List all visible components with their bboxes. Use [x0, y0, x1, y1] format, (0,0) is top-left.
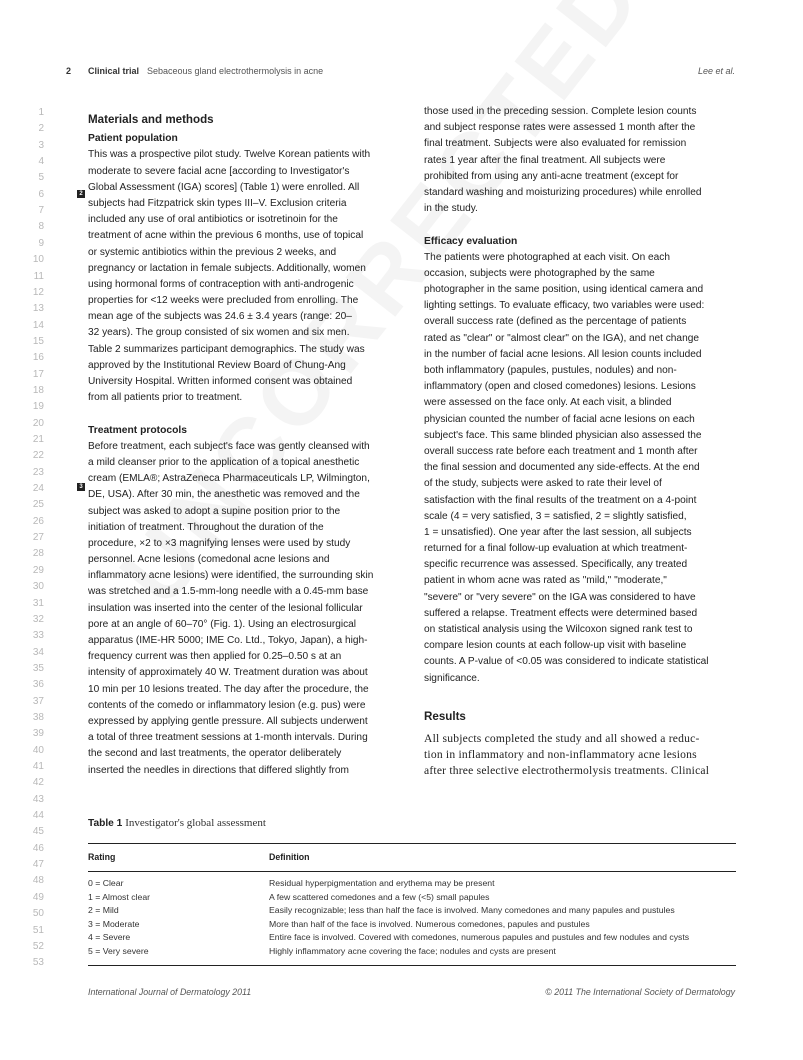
line-number: 43: [32, 793, 44, 805]
text-line: Global Assessment (IGA) scores] (Table 1) were enrolled. All: [88, 181, 360, 193]
text-line: physician counted the number of facial acne lesions on each: [424, 413, 695, 425]
line-number: 27: [32, 532, 44, 544]
text-line: lighting settings. To evaluate efficacy, two variables were used:: [424, 300, 705, 312]
line-number: 24: [32, 483, 44, 495]
text-line: personnel. Acne lesions (comedonal acne lesions and: [88, 554, 330, 566]
text-line: were assessed on the face only. At each visit, a blinded: [424, 397, 672, 409]
text-line: standard washing and moisturizing procedures) while enrolled: [424, 186, 702, 198]
line-number: 9: [38, 237, 44, 249]
text-line: scale (4 = very satisfied, 3 = satisfied, 2 = slightly satisfied,: [424, 510, 687, 522]
definition-cell: A few scattered comedones and a few (<5) small papules: [269, 891, 490, 902]
line-number: 35: [32, 662, 44, 674]
table-row: [88, 905, 736, 919]
running-authors: Lee et al.: [697, 66, 735, 76]
line-number: 39: [32, 728, 44, 740]
table-header-rating: Rating: [88, 852, 116, 862]
text-line: counts. A P-value of <0.05 was considered to indicate statistical: [424, 656, 709, 668]
rating-cell: 5 = Very severe: [88, 945, 149, 956]
text-line: patient in whom acne was rated as "mild," "moderate,": [424, 575, 667, 587]
text-line: Before treatment, each subject's face was gently cleansed with: [88, 440, 370, 452]
margin-marker: 2: [77, 190, 85, 198]
running-title: Sebaceous gland electrothermolysis in acne: [147, 66, 324, 76]
text-line: procedure, ×2 to ×3 magnifying lenses were used by study: [88, 537, 351, 549]
line-number: 23: [32, 466, 44, 478]
table-row: [88, 946, 736, 960]
table-header-row: [88, 844, 736, 871]
treatment-protocols-text: [88, 439, 400, 779]
definition-cell: Residual hyperpigmentation and erythema may be present: [269, 878, 495, 888]
line-number: 41: [32, 761, 44, 772]
text-line: returned for a final follow-up evaluation at which treatment-: [424, 543, 688, 555]
line-number: 36: [32, 679, 44, 691]
line-number: 7: [38, 205, 44, 217]
text-line: contents of the comedo or inflammatory lesion (e.g. pus) were: [88, 699, 366, 711]
line-number: 14: [32, 319, 44, 331]
continuation-text: [424, 104, 736, 217]
text-line: 1 = unsatisfied). One year after the last session, all subjects: [424, 526, 692, 538]
text-line: insulation was inserted into the center of the lesional follicular: [88, 602, 363, 614]
text-line: expressed by applying gentle pressure. All subjects underwent: [88, 715, 368, 727]
line-number: 47: [32, 859, 44, 871]
line-number: 50: [32, 908, 44, 920]
line-number: 37: [32, 695, 44, 707]
patient-population-text: [88, 147, 400, 406]
text-line: properties for <12 weeks were precluded from enrolling. The: [88, 295, 359, 307]
subheading-patient-population: Patient population: [88, 133, 178, 145]
text-line: pregnancy or lactation in female subjects. Additionally, women: [88, 262, 366, 274]
line-number: 5: [38, 172, 44, 184]
line-number: 22: [32, 450, 44, 462]
line-number: 26: [32, 515, 44, 527]
text-line: included any use of oral antibiotics or isotretinoin for the: [88, 214, 338, 226]
text-line: satisfaction with the final results of the treatment on a 4-point: [424, 494, 697, 506]
text-line: 10 min per 10 lesions treated. The day after the procedure, the: [88, 683, 369, 695]
definition-cell: Highly inflammatory acne covering the face; nodules and cysts are present: [269, 945, 556, 956]
table-igas: [88, 843, 736, 966]
text-line: compare lesion counts at each follow-up visit with baseline: [424, 640, 687, 652]
line-number: 29: [32, 564, 44, 576]
line-number: 31: [32, 597, 44, 609]
line-number: 18: [32, 384, 44, 396]
line-number: 12: [32, 286, 44, 298]
text-line: treatment of acne within the previous 6 months, use of topical: [88, 230, 364, 242]
text-line: pore at an angle of 60–70° (Fig. 1). Using an electrosurgical: [88, 618, 357, 630]
table-row: [88, 892, 736, 906]
text-line: cream (EMLA®; AstraZeneca Pharmaceuticals LP, Wilmington,: [88, 473, 370, 485]
line-number: 53: [32, 957, 44, 969]
table-title: Investigator's global assessment: [125, 817, 266, 829]
text-line: All subjects completed the study and all showed a reduc-: [424, 731, 700, 745]
rating-cell: 3 = Moderate: [88, 918, 140, 929]
text-line: overall success rate before each treatment and 1 month after: [424, 445, 698, 457]
margin-marker: 3: [77, 483, 85, 491]
article-category: Clinical trial: [88, 66, 140, 76]
text-line: and subject response rates were assessed 1 month after the: [424, 122, 696, 134]
text-line: final treatment. Subjects were also evaluated for remission: [424, 138, 687, 150]
table-caption: [88, 817, 266, 829]
table-row: [88, 878, 736, 892]
page-number: 2: [66, 66, 72, 76]
line-number: 1: [38, 107, 44, 118]
text-line: inflammatory acne lesions) were identified, the surrounding skin: [88, 570, 374, 582]
text-line: inserted the needles in directions that differed slightly from: [88, 764, 349, 776]
text-line: approved by the Institutional Review Board of Chung-Ang: [88, 359, 346, 371]
rating-cell: 1 = Almost clear: [88, 891, 151, 902]
text-line: on statistical analysis using the Wilcoxon signed rank test to: [424, 624, 693, 635]
text-line: occasion, subjects were photographed by the same: [424, 267, 655, 279]
text-line: tion in inflammatory and non-inflammatory acne lesions: [424, 748, 697, 762]
text-line: intensity of approximately 40 W. Treatment duration was about: [88, 667, 368, 679]
efficacy-text: [424, 250, 736, 687]
text-line: This was a prospective pilot study. Twelve Korean patients with: [88, 149, 371, 161]
text-line: was stretched and a 1.5-mm-long needle with a 0.45-mm base: [88, 586, 369, 598]
rating-cell: 4 = Severe: [88, 932, 131, 942]
text-line: moderate to severe facial acne [according to Investigator's: [88, 165, 350, 177]
text-line: apparatus (IME-HR 5000; IME Co. Ltd., Tokyo, Japan), a high-: [88, 635, 368, 646]
text-line: rates 1 year after the final treatment. All subjects were: [424, 154, 666, 166]
definition-cell: Easily recognizable; less than half the face is involved. Many comedones and many papules and pustules: [269, 905, 675, 915]
line-number: 33: [32, 630, 44, 642]
line-number: 51: [32, 924, 44, 936]
line-number: 46: [32, 842, 44, 854]
line-number: 34: [32, 646, 44, 658]
line-number: 48: [32, 875, 44, 887]
text-line: 32 years). The group consisted of six women and six men.: [88, 327, 350, 339]
text-line: using hormonal forms of contraception with anti-androgenic: [88, 278, 354, 290]
text-line: DE, USA). After 30 min, the anesthetic was removed and the: [88, 489, 360, 501]
text-line: the final session and documented any side-effects. At the end: [424, 462, 700, 474]
text-line: prohibited from using any anti-acne treatment (except for: [424, 170, 679, 182]
footer-journal: International Journal of Dermatology 2011: [88, 987, 252, 997]
line-number: 17: [32, 368, 44, 380]
text-line: mean age of the subjects was 24.6 ± 3.4 years (range: 20–: [88, 311, 352, 323]
text-line: The patients were photographed at each visit. On each: [424, 251, 670, 263]
text-line: subjects had Fitzpatrick skin types III–V. Exclusion criteria: [88, 197, 347, 209]
text-line: Table 2 summarizes participant demographics. The study was: [88, 343, 365, 355]
text-line: frequency current was then applied for 0.25–0.50 s at an: [88, 651, 342, 663]
line-number: 38: [32, 711, 44, 723]
text-line: or systemic antibiotics within the previous 2 weeks, and: [88, 246, 337, 258]
line-number: 4: [38, 156, 44, 168]
section-heading-results: Results: [424, 709, 466, 723]
text-line: both inflammatory (papules, pustules, nodules) and non-: [424, 365, 677, 376]
text-line: those used in the preceding session. Complete lesion counts: [424, 106, 697, 117]
table-label: Table 1: [88, 818, 123, 829]
line-number: 32: [32, 613, 44, 625]
line-number: 42: [32, 777, 44, 789]
definition-cell: Entire face is involved. Covered with comedones, numerous papules and pustules and few nodules and cysts: [269, 932, 690, 942]
text-line: subject was asked to adopt a supine position prior to the: [88, 505, 341, 517]
line-number: 11: [33, 270, 44, 282]
rating-cell: 2 = Mild: [88, 905, 119, 915]
line-number: 52: [32, 940, 44, 952]
text-line: "severe" or "very severe" on the IGA was considered to have: [424, 591, 696, 603]
definition-cell: More than half of the face is involved. Numerous comedones, papules and pustules: [269, 918, 590, 929]
text-line: from all patients prior to treatment.: [88, 392, 243, 404]
line-number: 6: [38, 188, 44, 200]
table-body: [88, 872, 736, 965]
text-line: in the study.: [424, 203, 478, 215]
text-line: overall success rate (defined as the percentage of patients: [424, 316, 687, 328]
right-column: [424, 104, 736, 780]
line-number: 8: [38, 221, 44, 233]
results-text: [424, 731, 736, 780]
text-line: photographer in the same position, using identical camera and: [424, 284, 704, 296]
line-number: 40: [32, 744, 44, 756]
running-header: [66, 66, 735, 80]
line-number: 21: [32, 434, 44, 445]
text-line: the second and last treatments, the operator deliberately: [88, 748, 342, 760]
table-row: [88, 919, 736, 933]
table-header-definition: Definition: [269, 852, 310, 862]
text-line: suffered a relapse. Treatment effects were determined based: [424, 607, 698, 619]
text-line: significance.: [424, 672, 480, 684]
line-number: 28: [32, 548, 44, 560]
line-number: 19: [32, 401, 44, 413]
line-number: 25: [32, 499, 44, 511]
table-row: [88, 932, 736, 946]
line-number: 2: [38, 123, 44, 135]
text-line: a mild cleanser prior to the application of a topical anesthetic: [88, 456, 360, 468]
line-number: 3: [38, 139, 44, 151]
subheading-efficacy-evaluation: Efficacy evaluation: [424, 235, 518, 247]
text-line: specific recurrence was assessed. Specifically, any treated: [424, 559, 688, 571]
line-number: 30: [32, 581, 44, 593]
section-heading-methods: Materials and methods: [88, 113, 214, 126]
line-number: 44: [32, 810, 44, 822]
line-number: 13: [32, 303, 44, 315]
footer-copyright: © 2011 The International Society of Dermatology: [545, 987, 735, 997]
rating-cell: 0 = Clear: [88, 878, 124, 888]
line-number: 10: [32, 254, 44, 266]
line-number: 20: [32, 417, 44, 429]
line-number: 16: [32, 352, 44, 364]
text-line: inflammatory (open and closed comedones) lesions. Lesions: [424, 381, 696, 393]
line-number: 45: [32, 826, 44, 838]
line-number: 49: [32, 891, 44, 903]
text-line: rated as "clear" or "almost clear" on the IGA), and net change: [424, 332, 699, 344]
left-column: [88, 112, 400, 779]
text-line: initiation of treatment. Throughout the duration of the: [88, 521, 324, 533]
text-line: a total of three treatment sessions at 1-month intervals. During: [88, 732, 368, 744]
text-line: subject's face. This same blinded physician also assessed the: [424, 429, 702, 441]
subheading-treatment-protocols: Treatment protocols: [88, 424, 187, 436]
text-line: after three selective electrothermolysis treatments. Clinical: [424, 764, 710, 778]
table-bottom-rule: [88, 965, 736, 966]
text-line: in the number of facial acne lesions. All lesion counts included: [424, 348, 702, 360]
text-line: University Hospital. Written informed consent was obtained: [88, 376, 353, 387]
line-number: 15: [32, 335, 44, 347]
text-line: of the study, subjects were asked to rate their level of: [424, 478, 662, 490]
